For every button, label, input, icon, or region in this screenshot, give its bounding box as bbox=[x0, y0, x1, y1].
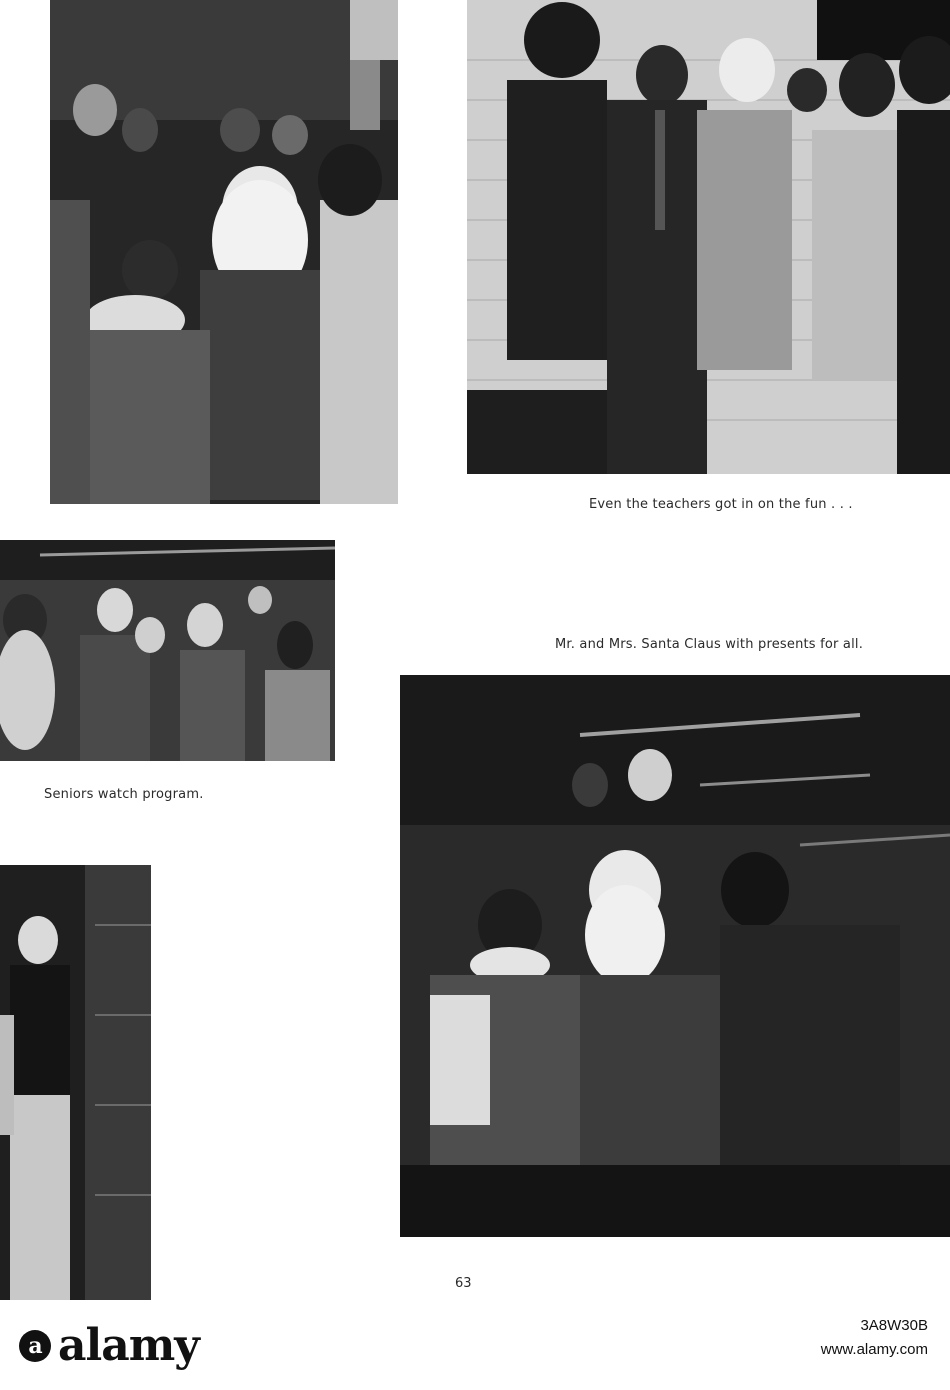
photo-santa-crowd bbox=[50, 0, 398, 504]
photo-doorway-student bbox=[0, 865, 151, 1300]
svg-text:a: a bbox=[28, 1332, 42, 1359]
photo-santa-seated-image bbox=[400, 675, 950, 1237]
caption-teachers: Even the teachers got in on the fun . . . bbox=[589, 497, 853, 512]
watermark-footer bbox=[0, 1300, 950, 1390]
photo-teachers-singing bbox=[467, 0, 950, 474]
caption-seniors: Seniors watch program. bbox=[44, 787, 204, 802]
site-url: www.alamy.com bbox=[820, 1341, 928, 1358]
alamy-brand-text: alamy bbox=[58, 1320, 199, 1371]
alamy-logo-icon bbox=[18, 1329, 52, 1363]
alamy-logo bbox=[18, 1320, 199, 1371]
photo-doorway-student-image bbox=[0, 865, 151, 1300]
photo-seniors-watching-image bbox=[0, 540, 335, 761]
photo-santa-crowd-image bbox=[50, 0, 398, 504]
caption-santa: Mr. and Mrs. Santa Claus with presents for all. bbox=[555, 637, 864, 652]
photo-teachers-singing-image bbox=[467, 0, 950, 474]
image-id-block bbox=[821, 1314, 928, 1362]
photo-santa-seated bbox=[400, 675, 950, 1237]
page-number: 63 bbox=[455, 1276, 472, 1291]
photo-seniors-watching bbox=[0, 540, 335, 761]
image-id: 3A8W30B bbox=[860, 1317, 928, 1334]
